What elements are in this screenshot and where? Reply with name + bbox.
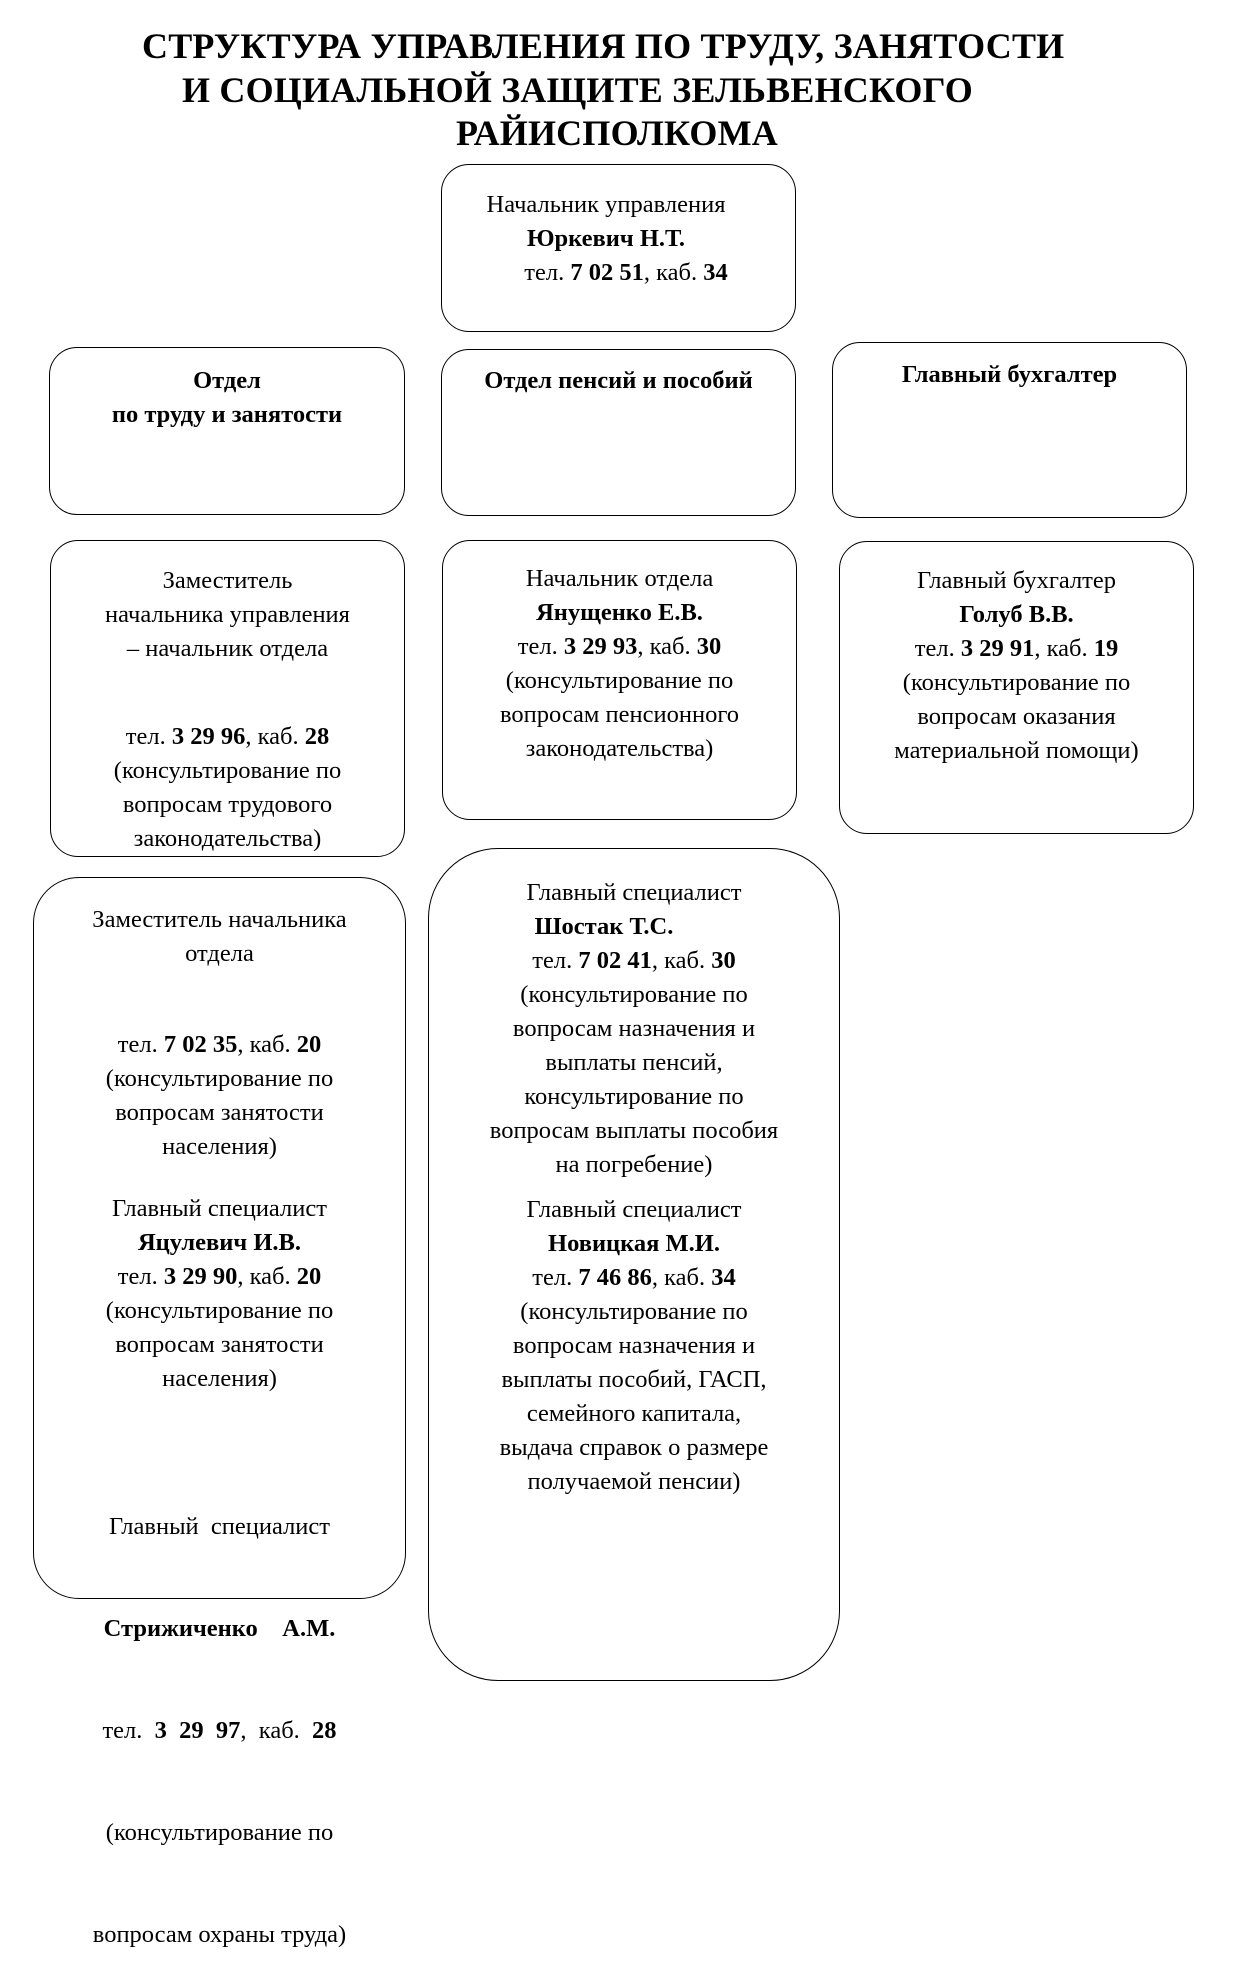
labor-staff-specialist-2: Главный специалист Стрижиченко А.М. тел. 3 29 97, каб. 28 (консультирование по вопросам охраны труда) <box>92 1513 347 1948</box>
page-title-line-3: РАЙИСПОЛКОМА <box>456 113 779 153</box>
labor-deputy-contacts: тел. 3 29 96, каб. 28 (консультирование по вопросам трудового законодательства) <box>113 723 342 852</box>
page-title-line-2: И СОЦИАЛЬНОЙ ЗАЩИТЕ ЗЕЛЬВЕНСКОГО <box>182 70 973 110</box>
pension-staff-specialist-2: Главный специалист Новицкая М.И. тел. 7 46 86, каб. 34 (консультирование по вопросам назначения и выплаты пособий, ГАСП, семейного капитала, выдача справок о размере получаемой пенсии) <box>499 1196 769 1495</box>
department-accounting-title: Главный бухгалтер <box>901 361 1118 388</box>
chief-accountant-text: Главный бухгалтер Голуб В.В. тел. 3 29 91, каб. 19 (консультирование по вопросам оказания материальной помощи) <box>894 567 1139 764</box>
department-labor-title: Отдел <box>193 367 261 394</box>
head-name: Юркевич Н.Т. <box>526 225 686 252</box>
page-title-line-1: СТРУКТУРА УПРАВЛЕНИЯ ПО ТРУДУ, ЗАНЯТОСТИ <box>142 26 1065 66</box>
head-position: Начальник управления <box>486 191 726 218</box>
labor-staff-deputy-position: Заместитель начальника отдела <box>92 906 347 967</box>
department-labor-subtitle: по труду и занятости <box>111 401 343 428</box>
pension-staff-specialist-1: Главный специалист Шостак Т.С. тел. 7 02 41, каб. 30 (консультирование по вопросам назначения и выплаты пенсий, консультирование по вопросам выплаты пособия на погребение) <box>489 879 779 1178</box>
department-pensions-title: Отдел пенсий и пособий <box>484 367 753 394</box>
labor-staff-deputy-contacts: тел. 7 02 35, каб. 20 (консультирование по вопросам занятости населения) <box>105 1031 334 1160</box>
pension-head-text: Начальник отдела Янущенко Е.В. тел. 3 29 93, каб. 30 (консультирование по вопросам пенсионного законодательства) <box>499 565 740 762</box>
labor-staff-specialist-1: Главный специалист Яцулевич И.В. тел. 3 29 90, каб. 20 (консультирование по вопросам занятости населения) <box>105 1195 334 1392</box>
labor-deputy-position: Заместитель начальника управления – начальник отдела <box>105 567 350 662</box>
head-contacts: тел. 7 02 51, каб. 34 <box>524 259 728 286</box>
